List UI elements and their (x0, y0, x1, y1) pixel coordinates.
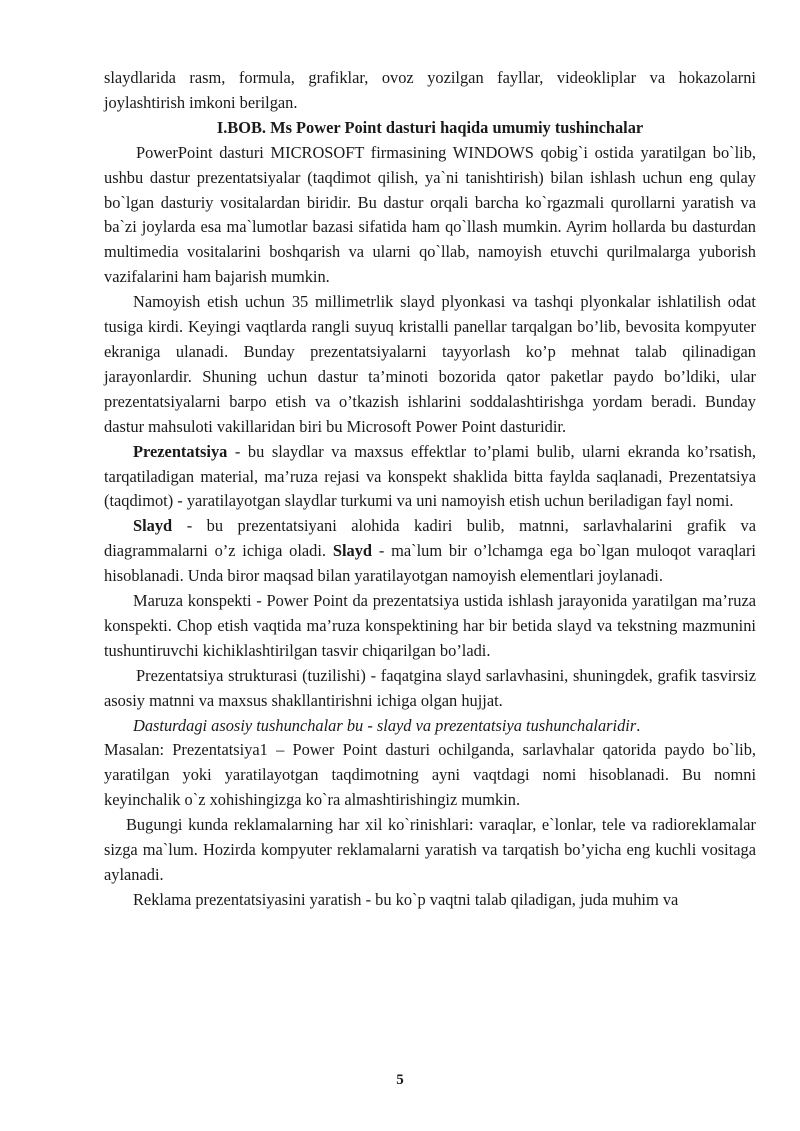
document-page (104, 66, 756, 913)
definition-text: - bu slaydlar va maxsus effektlar to’plami bulib, ularni ekranda ko’rsatish, tarqatiladigan material, ma’ruza rejasi va konspekt shaklida bitta faylda saqlanadi, Prezentatsiya (taqdimot) - yaratilayotgan slaydlar turkumi va uni namoyish etish uchun beriladigan fayl nomi. (104, 441, 756, 511)
key-concepts-italic: Dasturdagi asosiy tushunchalar bu - slayd va prezentatsiya tushunchalaridir (133, 715, 637, 735)
paragraph-example: Masalan: Prezentatsiya1 – Power Point dasturi ochilganda, sarlavhalar qatorida paydo bo`lib, yaratilgan yoki yaratilayotgan taqdimotning ayni vaqtdagi nomi hisoblanadi. Bu nomni keyinchalik o`z xohishingizga ko`ra almashtirishingiz mumkin. (104, 740, 756, 810)
paragraph-slide-definition (104, 514, 756, 589)
term-prezentatsiya: Prezentatsiya (133, 441, 228, 461)
chapter-heading: I.BOB. Ms Power Point dasturi haqida umumiy tushinchalar (216, 117, 644, 137)
paragraph-ad-presentation: Reklama prezentatsiyasini yaratish - bu ko`p vaqtni talab qiladigan, juda muhim va (133, 889, 679, 909)
term-slayd: Slayd (332, 541, 373, 561)
intro-paragraph: slaydlarida rasm, formula, grafiklar, ovoz yozilgan fayllar, videokliplar va hokazolarni joylashtirish imkoni berilgan. (104, 68, 756, 112)
paragraph-powerpoint-intro: PowerPoint dasturi MICROSOFT firmasining WINDOWS qobig`i ostida yaratilgan bo`lib, ushbu dastur prezentatsiyalar (taqdimot qilish, ya`ni tanishtirish) bilan ishlash uchun eng qulay bo`lgan dasturiy vositalardan biridir. Bu dastur orqali barcha ko`rgazmali qurollarni yaratish va ba`zi joylarda esa ma`lumotlar bazasi sifatida ham qo`llash mumkin. Ayrim hollarda bu dasturdan multimedia vositalarini boshqarish va ularni qo`llab, namoyish etuvchi qurilmalarga yuborish vazifalarini ham bajarish mumkin. (104, 142, 756, 287)
paragraph-presentation-definition (104, 440, 756, 515)
definition-text: - bu prezentatsiyani alohida kadiri bulib, matnni, sarlavhalarini grafik va diagrammalarni o’z ichiga oladi. (104, 516, 756, 561)
paragraph-slides-history: Namoyish etish uchun 35 millimetrlik slayd plyonkasi va tashqi plyonkalar ishlatilish odat tusiga kirdi. Keyingi vaqtlarda rangli suyuq kristalli panellar tarqalgan bo’lib, bevosita kompyuter ekraniga ulanadi. Bunday prezentatsiyalarni tayyorlash ko’p mehnat talab qilinadigan jarayonlardir. Shuning uchun dastur ta’minoti bozorida qator paketlar paydo bo’ldiki, ular prezentatsiyalarni barpo etish va o’tkazish ishlarini soddalashtirishga yordam beradi. Bunday dastur mahsuloti vakillaridan biri bu Microsoft Power Point dasturidir. (104, 292, 756, 436)
term-slayd: Slayd (133, 516, 173, 536)
page-number: 5 (396, 1072, 404, 1088)
key-concepts-end: . (636, 715, 641, 735)
paragraph-advertising: Bugungi kunda reklamalarning har xil ko`rinishlari: varaqlar, e`lonlar, tele va radioreklamalar sizga ma`lum. Hozirda kompyuter reklamalarni yaratish va tarqatish bo’yicha eng kuchli vositaga aylanadi. (104, 815, 756, 884)
paragraph-presentation-structure: Prezentatsiya strukturasi (tuzilishi) - faqatgina slayd sarlavhasini, shuningdek, grafik tasvirsiz asosiy matnni va maxsus shakllantirishni ichiga olgan hujjat. (104, 665, 756, 710)
paragraph-lecture-notes: Maruza konspekti - Power Point da prezentatsiya ustida ishlash jarayonida yaratilgan ma’ruza konspekti. Chop etish vaqtida ma’ruza konspektining har bir betida slayd va tekstning mazmunini tushuntiruvchi kichiklashtirilgan tasvir chiqarilgan bo’ladi. (104, 591, 756, 660)
paragraph-key-concepts (104, 714, 756, 739)
definition-text: - ma`lum bir o’lchamga ega bo`lgan muloqot varaqlari hisoblanadi. Unda biror maqsad bilan yaratilayotgan namoyish elementlari joylanadi. (104, 541, 756, 586)
